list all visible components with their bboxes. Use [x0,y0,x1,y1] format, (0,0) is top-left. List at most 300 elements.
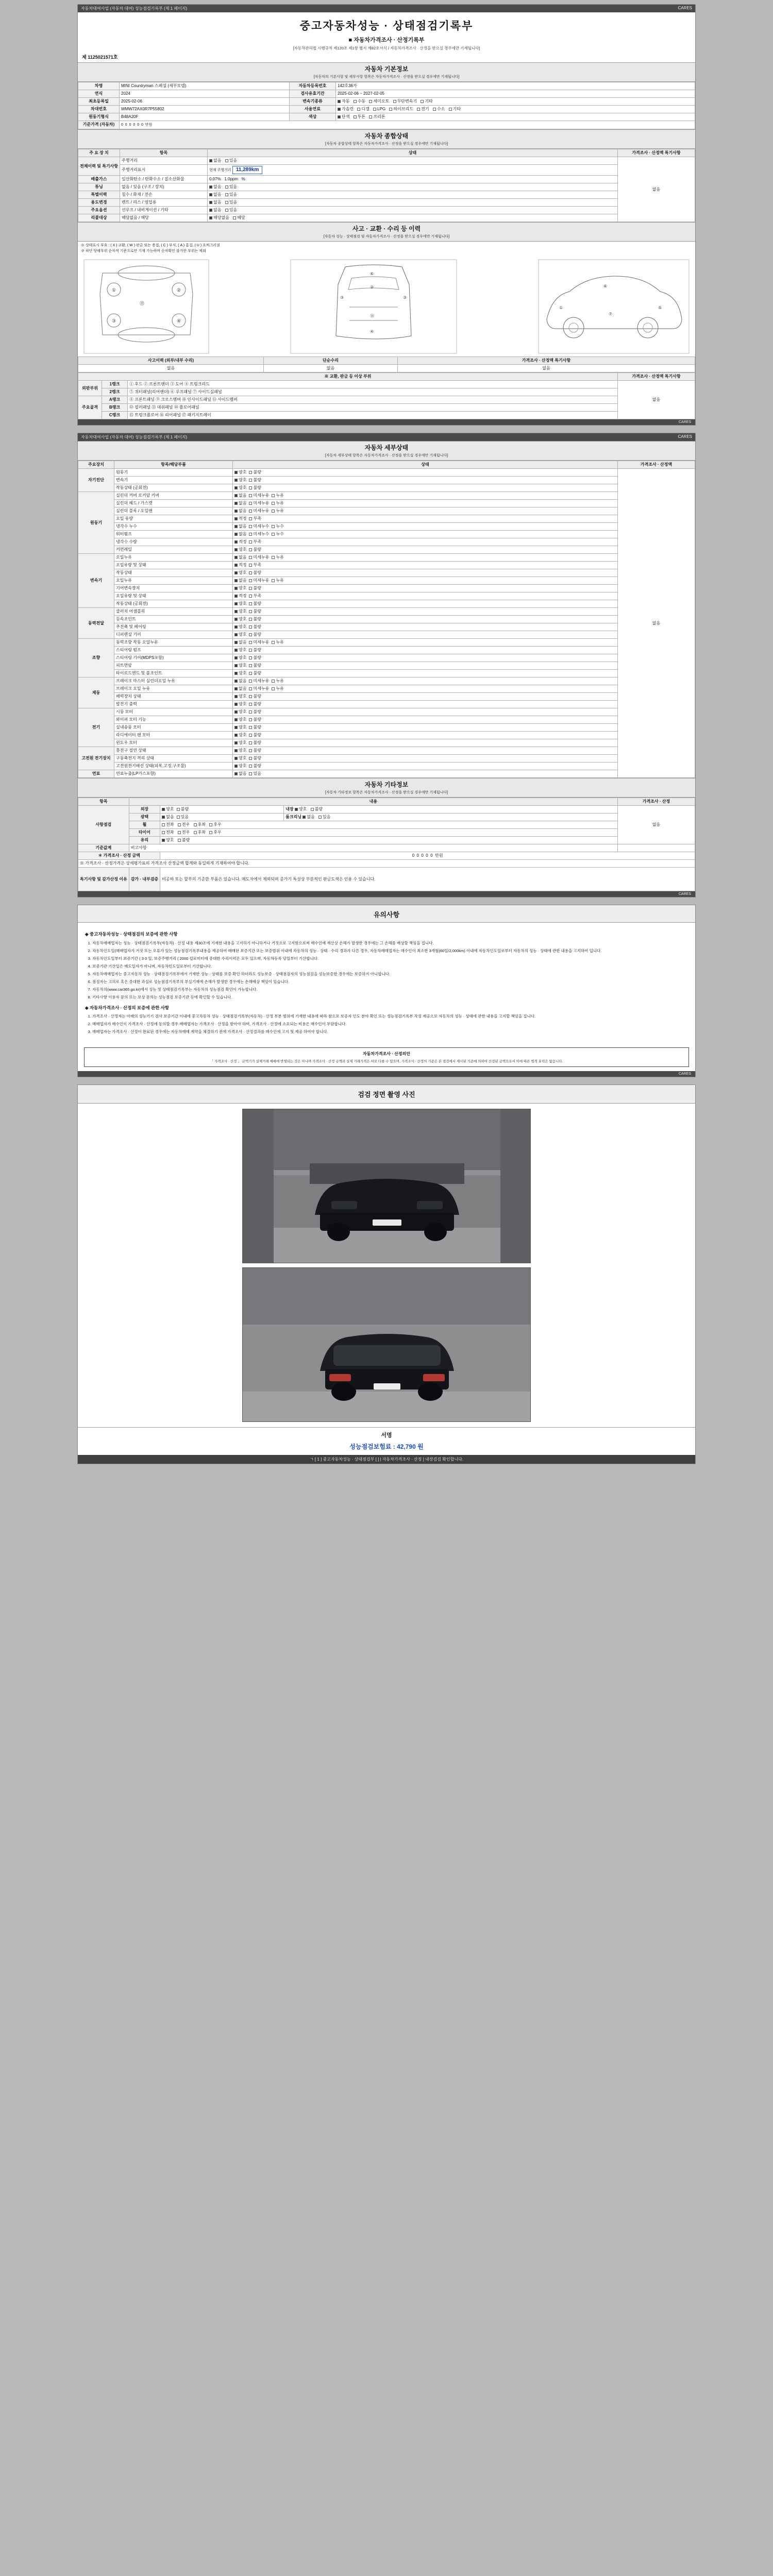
row-state [233,677,618,685]
row-part: 원동기 [114,469,233,477]
row-state [233,762,618,770]
option-rear-left[interactable]: 후좌 [194,830,206,835]
table-row [78,546,695,554]
option-electric[interactable]: 전기 [417,107,429,112]
option-slight-leak[interactable]: 미세누유 [249,555,269,560]
table-header-row [78,373,695,381]
sheet-1-footer: CARES [78,419,695,425]
band-accident [78,222,695,242]
table-row [78,770,695,778]
option-good[interactable]: 양호 [234,470,246,475]
option-none[interactable]: 없음 [234,501,246,506]
price-digits: 0 0 0 0 0 0 만원 [121,123,153,127]
accident-remark-value: 없음 [398,365,695,372]
color-options [336,113,695,121]
option-good[interactable]: 양호 [234,617,246,622]
row-value: 2024 [120,90,290,98]
row-part: 와이퍼 모터 기능 [114,716,233,724]
option-hydrogen[interactable]: 수소 [433,107,445,112]
row-state [233,562,618,569]
option-none[interactable]: 없음 [234,509,246,514]
option-exists[interactable]: 있음 [225,184,237,190]
option-leak[interactable]: 누유 [272,501,283,506]
option-exists[interactable]: 있음 [225,200,237,205]
diagram-left-side [82,258,211,355]
parts-remark-value: 없음 [618,381,695,419]
option-bad[interactable]: 불량 [249,547,261,552]
row-state-2 [284,806,618,814]
option-good[interactable]: 양호 [162,807,174,812]
notice-body [78,923,695,1043]
photo-front-illustration [243,1109,531,1263]
option-bad[interactable]: 불량 [178,838,190,843]
table-row [78,647,695,654]
option-adequate[interactable]: 적정 [234,563,246,568]
basic-info-table [78,82,695,129]
row-part: 커먼레일 [114,546,233,554]
option-none[interactable]: 없음 [234,555,246,560]
row-state [233,500,618,507]
table-row [78,207,695,214]
row-part: 윈도우 모터 [114,739,233,747]
option-slight-leak[interactable]: 미세누유 [249,493,269,498]
row-state [208,199,618,207]
row-detail: 주행거리 [120,157,208,164]
col-head-accident: 사고이력 (외부/내부 수리) [78,357,264,365]
row-part: 연료누출(LP가스포함) [114,770,233,778]
row-state [160,837,618,844]
option-bad[interactable]: 불량 [249,702,261,707]
option-slight-leak[interactable]: 미세누유 [249,578,269,583]
row-value: 2025-02-06 [120,98,290,106]
signature-label: 서명 [78,1427,695,1441]
option-good[interactable]: 양호 [234,663,246,668]
svg-text:⑦: ⑦ [609,312,613,317]
row-label: 주요옵션 [78,207,120,214]
option-exists[interactable]: 있음 [177,815,189,820]
option-bad[interactable]: 불량 [249,764,261,769]
option-bad[interactable]: 불량 [249,609,261,614]
table-row [78,600,695,608]
option-slight-leak[interactable]: 미세누유 [249,686,269,691]
option-none[interactable]: 없음 [234,679,246,684]
rank-label: A랭크 [102,396,128,404]
option-exists-2[interactable]: 있음 [318,815,330,820]
option-applicable[interactable]: 해당 [233,215,245,221]
diagram-top-view [289,258,459,355]
rank-label: 2랭크 [102,388,128,396]
option-bad[interactable]: 불량 [249,709,261,715]
price-label: 기준가격 (자동차) [78,121,120,129]
option-bad[interactable]: 불량 [249,671,261,676]
row-part: 작동상태 [114,569,233,577]
page-note: [자동차관리법 시행규칙 제120조 제1항 별지 제82호서식 / 자동차가격조사 · 산정을 받으실 경우에만 기재됩니다] [293,46,480,50]
option-insufficient[interactable]: 부족 [249,594,261,599]
row-state [233,670,618,677]
option-lpg[interactable]: LPG [373,107,385,112]
option-adequate[interactable]: 적정 [234,539,246,545]
option-good[interactable]: 양호 [234,655,246,660]
option-none[interactable]: 없음 [162,815,174,820]
table-row [78,404,695,412]
option-good[interactable]: 양호 [234,671,246,676]
table-row [78,191,695,199]
notice-head-1: ◈ 중고자동차성능 · 상태점검의 보증에 관한 사항 [85,931,178,937]
option-bad[interactable]: 불량 [249,570,261,575]
option-none[interactable]: 없음 [234,524,246,529]
option-slight-leak[interactable]: 미세누유 [249,679,269,684]
option-front-right[interactable]: 전우 [178,830,190,835]
row-state [233,546,618,554]
row-state [233,755,618,762]
row-part: 스티어링 기어(MDPS포함) [114,654,233,662]
option-leak[interactable]: 누유 [272,640,283,645]
option-none-2[interactable]: 없음 [303,815,314,820]
option-bad[interactable]: 불량 [249,470,261,475]
option-etc[interactable]: 기타 [421,99,432,104]
option-bad[interactable]: 불량 [249,733,261,738]
option-exists[interactable]: 있음 [249,771,261,776]
option-bad[interactable]: 불량 [177,807,189,812]
row-state [208,191,618,199]
col-head-device: 주요장치 [78,461,114,469]
row-part: 클러치 어셈블리 [114,608,233,616]
table-row [78,176,695,183]
option-cvt[interactable]: 무단변속기 [393,99,417,104]
legend-text: ※ 상태표시 부호 : ( X ) 교환, ( W ) 판금 또는 용접, ( C ) 부식, ( A ) 흠집, ( U ) 요찌그러짐 [81,244,220,248]
simple-repair-value: 없음 [264,365,398,372]
option-insufficient[interactable]: 부족 [249,516,261,521]
option-semiauto[interactable]: 세미오토 [369,99,389,104]
option-none[interactable]: 없음 [234,493,246,498]
table-row [78,531,695,538]
row-label: 휠 [129,821,160,829]
row-state [233,732,618,739]
docno-value: 1125021571호 [88,55,118,60]
option-not-applicable[interactable]: 해당없음 [209,215,229,221]
option-good[interactable]: 양호 [234,586,246,591]
option-bad[interactable]: 불량 [249,655,261,660]
option-insufficient[interactable]: 부족 [249,539,261,545]
option-bad[interactable]: 불량 [249,601,261,606]
row-state [233,531,618,538]
table-row [78,396,695,404]
legend-subnote: ※ 하단 당해부위 순차적 기준으로만 기재 가능하며 순차확인 불가한 부위는 제외 [81,249,206,253]
option-good[interactable]: 양호 [162,838,174,843]
option-none[interactable]: 없음 [209,208,221,213]
sheet-1 [77,4,696,426]
option-bad[interactable]: 불량 [249,586,261,591]
table-row [78,701,695,708]
table-row [78,639,695,647]
row-label: 외장 [129,806,160,814]
group-self-diagnosis: 자기진단 [78,469,114,492]
row-value: MINI Countryman 스페셜 (세부모델) [120,82,290,90]
option-none[interactable]: 없음 [234,578,246,583]
option-exists[interactable]: 있음 [225,158,237,163]
option-leak[interactable]: 누수 [272,532,283,537]
row-part: 실내송풍 모터 [114,724,233,732]
table-row [78,562,695,569]
option-good[interactable]: 양호 [234,717,246,722]
remark-text: 비공하 또는 할부의 기준한 부품은 있습니다. 매도자에서 제외되며 증가기 특성상 부분적인 판금도색은 인용 수 있습니다. [160,868,695,891]
option-good[interactable]: 양호 [234,725,246,730]
option-good[interactable]: 양호 [234,733,246,738]
option-none[interactable]: 없음 [234,686,246,691]
option-good[interactable]: 양호 [234,702,246,707]
option-good[interactable]: 양호 [234,709,246,715]
row-label: 차대번호 [78,106,120,113]
table-row [78,538,695,546]
table-row [78,121,695,129]
option-rear-right[interactable]: 후우 [209,822,221,827]
overall-state-table [78,149,695,223]
svg-text:①: ① [112,287,116,293]
topbar-left-2: 자동차대여사업 (자동차 대여) 성능점검기록부 (제 1 페이지) [81,435,188,440]
row-detail: 침수 / 화재 / 전손 [120,191,208,199]
option-bad[interactable]: 불량 [249,694,261,699]
row-part: 실린더 커버 로커암 커버 [114,492,233,500]
option-bad[interactable]: 불량 [249,717,261,722]
option-good[interactable]: 양호 [234,764,246,769]
table-row [78,623,695,631]
emission-co: 0.07% [209,177,221,182]
document-number [78,52,695,62]
emission-nox: % [241,177,245,182]
row-label: 리콜대상 [78,214,120,222]
option-gasoline[interactable]: 가솔린 [338,107,354,112]
band-detail-title: 자동차 세부상태 [364,444,409,452]
col-head-remark: 가격조사 · 산정액 특기사항 [618,149,695,157]
option-good[interactable]: 양호 [234,547,246,552]
row-state [233,554,618,562]
option-bad[interactable]: 불량 [249,632,261,637]
svg-text:④: ④ [177,318,181,324]
option-good[interactable]: 양호 [234,601,246,606]
col-head-part: 항목/해당부품 [114,461,233,469]
option-bad[interactable]: 불량 [249,725,261,730]
option-three-tone[interactable]: 쓰리톤 [369,114,385,120]
row-label: 최초등록일 [78,98,120,106]
option-rear-right[interactable]: 후우 [209,830,221,835]
row-state [233,585,618,592]
table-row [78,762,695,770]
row-part: 동력조향 작동 오일누유 [114,639,233,647]
list-item: 6. 점검자는 고의로 혹은 중대한 과실로 성능점검기록부의 부실기재에 손해가 발생한 경우에는 손해배상 책임이 있습니다. [92,979,688,985]
option-adequate[interactable]: 적정 [234,516,246,521]
option-front-right[interactable]: 전우 [178,822,190,827]
photo-list [78,1104,695,1427]
band-other [78,778,695,798]
option-good[interactable]: 양호 [234,485,246,490]
option-slight-leak[interactable]: 미세누유 [249,501,269,506]
remark-value: 없음 [618,157,695,222]
col-head-state: 상태 [208,149,618,157]
table-row [78,755,695,762]
row-label: 용도변경 [78,199,120,207]
option-none[interactable]: 없음 [234,532,246,537]
option-good[interactable]: 양호 [234,740,246,745]
option-auto[interactable]: 자동 [338,99,349,104]
option-bad[interactable]: 불량 [249,748,261,753]
table-row [78,214,695,222]
option-good[interactable]: 양호 [234,632,246,637]
option-good-2[interactable]: 양호 [295,807,307,812]
rank-label: B랭크 [102,404,128,412]
row-part: 냉각수 누수 [114,523,233,531]
table-row [78,685,695,693]
option-bad-2[interactable]: 불량 [311,807,323,812]
price-value [120,121,695,129]
option-leak[interactable]: 누유 [272,493,283,498]
band-other-note: [자동차 기타정보 항목은 자동차가격조사 · 산정을 받으실 경우에만 기재됩니다] [325,791,448,795]
option-fuel-etc[interactable]: 기타 [449,107,461,112]
standard-value: 비고사항 [129,844,617,852]
color-label: 색상 [290,113,336,121]
option-hybrid[interactable]: 하이브리드 [389,107,413,112]
option-two-tone[interactable]: 투톤 [354,114,365,120]
table-row [78,654,695,662]
row-part: 오일유량 및 상태 [114,562,233,569]
group-outer-panel: 외판부위 [78,381,102,396]
page-subtitle: ■ 자동차가격조사 · 산정기록부 [348,37,425,43]
option-exists[interactable]: 있음 [225,192,237,197]
row-part: 추진축 및 베어링 [114,623,233,631]
option-slight-leak[interactable]: 미세누수 [249,532,269,537]
option-adequate[interactable]: 적정 [234,594,246,599]
row-part: 피트먼암 [114,662,233,670]
band-other-title: 자동차 기타정보 [364,781,409,789]
option-bad[interactable]: 불량 [249,624,261,630]
option-good[interactable]: 양호 [234,624,246,630]
group-powertrain: 동력전달 [78,608,114,639]
other-info-table [78,798,695,891]
option-leak[interactable]: 누유 [272,509,283,514]
photo-rear-illustration [243,1268,531,1422]
parts-title: ※ 교환, 판금 등 이상 부위 [78,373,618,381]
option-diesel[interactable]: 디젤 [357,107,369,112]
option-bad[interactable]: 불량 [249,485,261,490]
option-good[interactable]: 양호 [234,570,246,575]
option-slight-leak[interactable]: 미세누유 [249,640,269,645]
table-row [78,732,695,739]
table-row [78,585,695,592]
option-none[interactable]: 없음 [234,771,246,776]
option-none[interactable]: 없음 [209,158,221,163]
standard-label: 기준값계 [78,844,129,852]
table-row [78,507,695,515]
mileage-value: 11,289km [232,166,263,175]
row-label: 검사유효기간 [290,90,336,98]
option-good[interactable]: 양호 [234,609,246,614]
option-none[interactable]: 없음 [234,640,246,645]
table-row [78,708,695,716]
fuel-label: 사용연료 [290,106,336,113]
option-front-left[interactable]: 전좌 [162,830,174,835]
option-slight-leak[interactable]: 미세누수 [249,524,269,529]
row-state [208,207,618,214]
option-bad[interactable]: 불량 [249,740,261,745]
row-value: 2025-02-06 ~ 2027-02-05 [336,90,695,98]
table-row [78,693,695,701]
option-bad[interactable]: 불량 [249,663,261,668]
rank-parts: ⑤ 쿼터패널(리어팬더) ⑥ 루프패널 ⑦ 사이드실패널 [128,388,618,396]
option-leak[interactable]: 누수 [272,524,283,529]
list-item: 7. 자동차의(www.car365.go.kr)에서 성능 및 상태점검기록부는 자동차의 성능점검 확인이 가능합니다. [92,987,688,993]
row-part: 실린더 블록 / 오일팬 [114,507,233,515]
option-leak[interactable]: 누유 [272,686,283,691]
option-slight-leak[interactable]: 미세누유 [249,509,269,514]
option-bad[interactable]: 불량 [249,617,261,622]
option-manual[interactable]: 수동 [354,99,365,104]
row-state [233,739,618,747]
row-detail: 주행거리표시 [120,164,208,176]
row-state [233,693,618,701]
svg-text:③: ③ [112,318,116,324]
option-good[interactable]: 양호 [234,694,246,699]
row-value: WMW72AX0R7P55802 [120,106,290,113]
row-part: 오일누유 [114,554,233,562]
emission-values [208,176,618,183]
option-exists[interactable]: 있음 [225,208,237,213]
row-part: 냉각수 수량 [114,538,233,546]
option-insufficient[interactable]: 부족 [249,563,261,568]
diagram-right-side [536,258,691,355]
table-row [78,381,695,388]
option-good[interactable]: 양호 [234,648,246,653]
row-label: 배출가스 [78,176,120,183]
option-single-color[interactable]: 단색 [338,114,349,120]
table-row [78,113,695,121]
option-good[interactable]: 양호 [234,478,246,483]
row-state [233,616,618,623]
total-label: ＊ 가격조사 · 산정 금액 [78,852,160,860]
row-part: 실린더 헤드 / 가스켓 [114,500,233,507]
option-rear-left[interactable]: 후좌 [194,822,206,827]
table-row [78,747,695,755]
option-none[interactable]: 없음 [209,184,221,190]
row-state [233,600,618,608]
option-leak[interactable]: 누유 [272,679,283,684]
option-bad[interactable]: 불량 [249,648,261,653]
fuel-options [336,106,695,113]
row-part: 배력장치 상태 [114,693,233,701]
table-row [78,739,695,747]
row-state [233,507,618,515]
option-none[interactable]: 없음 [209,192,221,197]
option-bad[interactable]: 불량 [249,756,261,761]
option-leak[interactable]: 누유 [272,578,283,583]
option-front-left[interactable]: 전좌 [162,822,174,827]
page-title: 중고자동차성능 · 상태점검기록부 [299,20,474,32]
list-item: 2. 매매업자가 매수인이 가격조사 · 산정에 동의할 경우 매매업자는 가격조사 · 산정을 받아야 하며, 가격조사 · 산정에 소요되는 비용은 매수인이 부담합니다. [92,1021,688,1027]
row-state [233,770,618,778]
row-state [233,523,618,531]
list-item: 3. 매매업자는 가격조사 · 산정이 완료된 경우에는 자동차매매 계약을 체결하기 전에 가격조사 · 산정결과를 매수인에 고지 및 제공 하여야 합니다. [92,1029,688,1035]
option-leak[interactable]: 누유 [272,555,283,560]
option-good[interactable]: 양호 [234,756,246,761]
svg-text:③: ③ [403,295,407,300]
group-electric: 전기 [78,708,114,747]
notice-box-title: 자동차가격조사 · 산정의안 [362,1052,411,1057]
option-none[interactable]: 없음 [209,200,221,205]
option-good[interactable]: 양호 [234,748,246,753]
svg-text:①: ① [559,306,563,311]
docno-label: 제 [82,55,87,60]
option-bad[interactable]: 불량 [249,478,261,483]
col-head-content: 내용 [129,798,617,806]
row-label-2: 룸크리닝 [285,815,302,820]
